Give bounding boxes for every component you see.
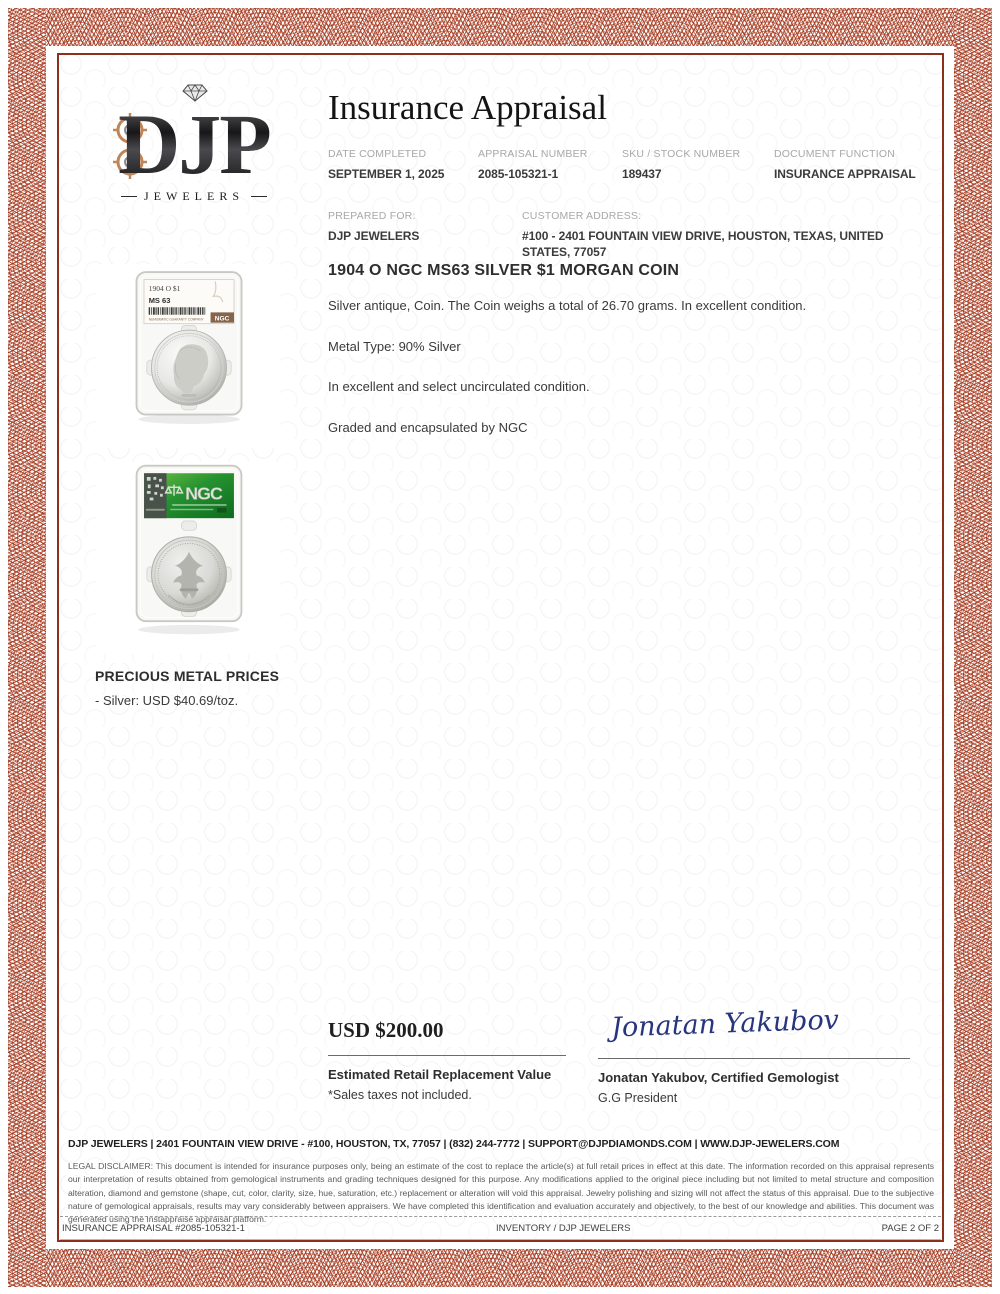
valuation-label: Estimated Retail Replacement Value (328, 1067, 552, 1082)
metal-price-silver: - Silver: USD $40.69/toz. (95, 693, 239, 708)
signature-script: Jonatan Yakubov (610, 1004, 840, 1044)
field-appraisal-number (478, 148, 622, 182)
logo-dash-left (121, 196, 137, 197)
field-label: SKU / STOCK NUMBER (622, 148, 741, 160)
logo-subtitle-text: JEWELERS (144, 189, 244, 204)
field-value: SEPTEMBER 1, 2025 (328, 167, 445, 181)
slab-label-company: NUMISMATIC GUARANTY COMPANY (148, 317, 204, 322)
signature-block (598, 1006, 910, 1105)
field-value: DJP JEWELERS (328, 229, 420, 243)
meta-fields (328, 148, 928, 182)
field-date-completed (328, 148, 478, 182)
ngc-hologram-text: NGC (184, 483, 222, 504)
field-label: DOCUMENT FUNCTION (774, 148, 896, 160)
ngc-slab-reverse-image (114, 462, 264, 638)
item-section (328, 262, 923, 459)
slab-label-grade: MS 63 (148, 296, 170, 305)
meta-parties (328, 210, 928, 260)
page-footer-bar (60, 1216, 941, 1240)
footer-inventory-ref: INVENTORY / DJP JEWELERS (496, 1222, 631, 1234)
slab-label-coin-id: 1904 O $1 (148, 283, 180, 293)
ngc-logo-text: NGC (214, 315, 229, 323)
footer-page-number: PAGE 2 OF 2 (881, 1222, 939, 1234)
item-condition: In excellent and select uncirculated condition. (328, 379, 590, 395)
logo-brand-text: DJP (98, 94, 290, 195)
logo-subtitle (98, 189, 290, 204)
field-sku-number (622, 148, 774, 182)
field-label: APPRAISAL NUMBER (478, 148, 588, 160)
field-value: INSURANCE APPRAISAL (774, 167, 916, 181)
valuation-note: *Sales taxes not included. (328, 1088, 472, 1102)
precious-metal-prices (95, 668, 375, 708)
field-value: 189437 (622, 167, 662, 181)
signature-line (598, 1058, 910, 1059)
field-value: 2085-105321-1 (478, 167, 559, 181)
field-label: PREPARED FOR: (328, 210, 416, 222)
valuation-block (328, 1018, 566, 1102)
coin-photo-reverse (97, 462, 280, 654)
djp-logo (98, 84, 290, 204)
logo-dash-right (251, 196, 267, 197)
legal-disclaimer: LEGAL DISCLAIMER: This document is intended for insurance purposes only, being an estimate of the cost to replace the article(s) at full retail prices in effect at this date. The information recorded on this appraisal represents our interpretation of results obtained from gemological instruments and grading techniques designed for this purpose. Any modifications applied to the original piece including but not limited to metal structure and composition alteration, diamond and gemstone (shape, cut, color, clarity, size, hue, saturation, etc.) replacement or alteration will void this appraisal. Jewelry polishing and sizing will not affect the status of this appraisal. Due to the subjective nature of gemological appraisals, results may vary considerably between appraisers. We have completed this identification and evaluation accurately and objectively, to the best of our knowledge and abilities. This document was generated using the Instappraise appraisal platform. (68, 1161, 934, 1225)
item-grading: Graded and encapsulated by NGC (328, 419, 528, 435)
field-label: DATE COMPLETED (328, 148, 427, 160)
field-label: CUSTOMER ADDRESS: (522, 210, 642, 222)
footer-appraisal-ref: INSURANCE APPRAISAL #2085-105321-1 (62, 1222, 245, 1234)
coin-photo-obverse (97, 264, 280, 448)
appraised-value: USD $200.00 (328, 1018, 444, 1042)
item-title: 1904 O NGC MS63 SILVER $1 MORGAN COIN (328, 262, 680, 279)
page-title: Insurance Appraisal (328, 88, 607, 127)
metal-prices-heading: PRECIOUS METAL PRICES (95, 668, 280, 684)
morgan-dollar-obverse (151, 330, 226, 405)
signer-title: G.G President (598, 1091, 678, 1105)
field-customer-address (522, 210, 922, 260)
field-document-function (774, 148, 928, 182)
signer-name: Jonatan Yakubov, Certified Gemologist (598, 1070, 839, 1085)
item-description: Silver antique, Coin. The Coin weighs a total of 26.70 grams. In excellent condition. (328, 298, 807, 313)
field-value: #100 - 2401 FOUNTAIN VIEW DRIVE, HOUSTON, TEXAS, UNITED STATES, 77057 (522, 229, 884, 260)
ngc-hologram-label (144, 473, 234, 518)
morgan-dollar-reverse (151, 537, 226, 612)
company-contact-line: DJP JEWELERS | 2401 FOUNTAIN VIEW DRIVE - #100, HOUSTON, TX, 77057 | (832) 244-7772 | SUPPORT@DJPDIAMONDS.COM | WWW.DJP-JEWELERS.COM (68, 1138, 840, 1150)
ngc-slab-obverse-image (114, 264, 264, 432)
valuation-divider (328, 1055, 566, 1056)
item-metal-type: Metal Type: 90% Silver (328, 338, 461, 354)
field-prepared-for (328, 210, 522, 260)
